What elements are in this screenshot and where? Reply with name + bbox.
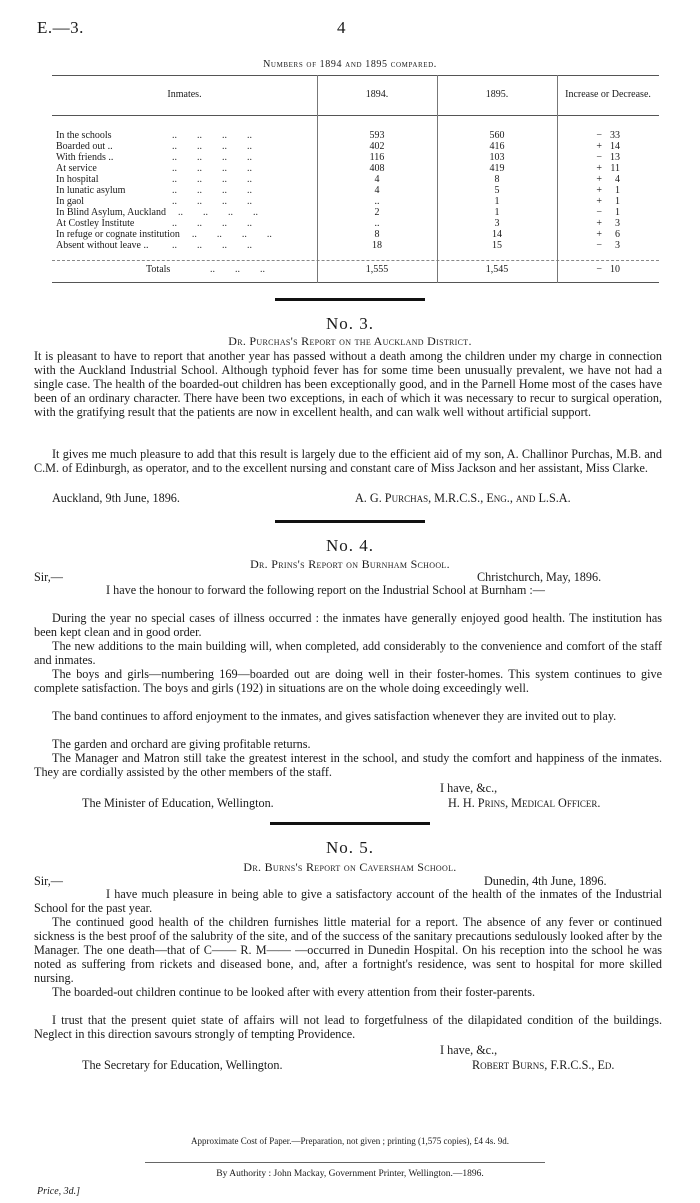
row-1894: 4 <box>374 174 380 185</box>
report3-place-date: Auckland, 9th June, 1896. <box>52 491 180 505</box>
report5-salutation: Sir,— <box>34 874 63 888</box>
report4-paragraph-6: The garden and orchard are giving profitable returns. <box>52 737 311 751</box>
row-change <box>562 207 652 218</box>
row-1895: 103 <box>489 152 505 163</box>
row-sign: − <box>596 130 602 141</box>
page-header <box>0 0 700 50</box>
row-1894: 18 <box>372 240 382 251</box>
report4-paragraph-3: The new additions to the main building will, when completed, add considerably to the convenience and comfort of the staff and inmates. <box>34 639 662 667</box>
report3-title: Dr. Purchas's Report on the Auckland District. <box>228 334 472 348</box>
row-change <box>562 218 652 229</box>
page-number: 4 <box>337 18 346 37</box>
report5-place-date: Dunedin, 4th June, 1896. <box>484 874 607 888</box>
row-sign: + <box>596 229 602 240</box>
row-1894: .. <box>374 196 380 207</box>
row-change <box>562 152 652 163</box>
row-1895: 1 <box>494 207 500 218</box>
row-sign: − <box>596 207 602 218</box>
row-1894: 116 <box>369 152 385 163</box>
table-row <box>52 185 659 196</box>
row-label: In Blind Asylum, Auckland <box>56 207 166 218</box>
table-bottom-rule <box>52 282 659 283</box>
row-1894: 2 <box>374 207 380 218</box>
row-label: In lunatic asylum <box>56 185 126 196</box>
section-separator <box>275 520 425 523</box>
report5-paragraph-4: I trust that the present quiet state of affairs will not lead to forgetfulness of the dilapidated condition of the buildings. Neglect in this direction savours strongly of tempting Providence. <box>34 1013 662 1041</box>
inmates-comparison-table <box>52 75 659 283</box>
row-1894: 4 <box>374 185 380 196</box>
report3-signature: A. G. Purchas, M.R.C.S., Eng., and L.S.A. <box>355 491 571 505</box>
table-totals-rule <box>52 260 659 261</box>
table-totals-row <box>52 264 659 275</box>
report3-number: No. 3. <box>325 314 375 333</box>
table-header-rule <box>52 115 659 116</box>
row-label: Boarded out .. <box>56 141 113 152</box>
row-label: In hospital <box>56 174 99 185</box>
leader-dots: .. .. .. .. <box>172 163 272 174</box>
row-1894: 8 <box>374 229 380 240</box>
row-sign: − <box>596 240 602 251</box>
row-change-number: 3 <box>615 218 620 229</box>
row-sign: + <box>596 141 602 152</box>
leader-dots: .. .. .. .. <box>172 196 272 207</box>
row-change-number: 3 <box>615 240 620 251</box>
row-sign: + <box>596 196 602 207</box>
row-1895: 14 <box>492 229 502 240</box>
row-change <box>562 174 652 185</box>
table-row <box>52 207 659 218</box>
table-row <box>52 229 659 240</box>
row-sign: − <box>596 152 602 163</box>
leader-dots: .. .. .. .. <box>172 152 272 163</box>
report4-number: No. 4. <box>325 536 375 555</box>
report4-addressee: The Minister of Education, Wellington. <box>82 796 274 810</box>
leader-dots: .. .. .. .. <box>172 185 272 196</box>
table-row <box>52 130 659 141</box>
row-1895: 15 <box>492 240 502 251</box>
header-change: Increase or Decrease. <box>565 89 651 100</box>
table-top-rule <box>52 75 659 76</box>
row-sign: + <box>596 218 602 229</box>
totals-1895: 1,545 <box>485 264 509 275</box>
header-1894: 1894. <box>365 89 389 100</box>
report4-paragraph-1: I have the honour to forward the following report on the Industrial School at Burnham :— <box>106 583 545 597</box>
row-change-number: 1 <box>615 185 620 196</box>
row-change-number: 33 <box>610 130 620 141</box>
report5-signature: Robert Burns, F.R.C.S., Ed. <box>472 1058 615 1072</box>
cost-note: Approximate Cost of Paper.—Preparation, not given ; printing (1,575 copies), £4 4s. 9d. <box>191 1136 509 1146</box>
table-row <box>52 174 659 185</box>
row-1894: 408 <box>369 163 385 174</box>
totals-change <box>562 264 652 275</box>
row-1894: .. <box>374 218 380 229</box>
table-row <box>52 163 659 174</box>
row-label: Absent without leave .. <box>56 240 149 251</box>
row-change-number: 11 <box>610 163 620 174</box>
report5-paragraph-2: The continued good health of the children furnishes little material for a report. The absence of any fever or continued sickness is the best proof of the salubrity of the site, and of the success of the sanitary precautions sedulously looked after by the Manager. The one death—that of C—— R. M—— —occurred in Dunedin Hospital. On his reception into the school he was noted as suffering from rickets and diseased bone, and, after a fortnight's residence, was sent to hospital for more skilled nursing. <box>34 915 662 985</box>
report5-title: Dr. Burns's Report on Caversham School. <box>243 860 457 874</box>
row-1895: 419 <box>489 163 505 174</box>
report4-paragraph-2: During the year no special cases of illness occurred : the inmates have generally enjoyed good health. The institution has been kept clean and in good order. <box>34 611 662 639</box>
row-label: In the schools <box>56 130 112 141</box>
row-change <box>562 141 652 152</box>
leader-dots: .. .. .. <box>210 264 265 275</box>
report4-title: Dr. Prins's Report on Burnham School. <box>250 557 450 571</box>
table-row <box>52 152 659 163</box>
printer-authority: By Authority : John Mackay, Government Printer, Wellington.—1896. <box>216 1169 484 1179</box>
row-change-number: 6 <box>615 229 620 240</box>
row-1894: 593 <box>369 130 385 141</box>
report4-place-date: Christchurch, May, 1896. <box>477 570 602 584</box>
report5-closing: I have, &c., <box>440 1043 498 1057</box>
row-label: At service <box>56 163 97 174</box>
totals-label: Totals <box>146 264 171 275</box>
totals-number: 10 <box>610 264 620 275</box>
report3-paragraph-2: It gives me much pleasure to add that this result is largely due to the efficient aid of my son, A. Challinor Purchas, M.B. and C.M. of Edinburgh, as operator, and to the excellent nursing and constant care of Miss Jackson and her assistant, Miss Clarke. <box>34 447 662 475</box>
report5-addressee: The Secretary for Education, Wellington. <box>82 1058 283 1072</box>
row-change <box>562 240 652 251</box>
report4-signature: H. H. Prins, Medical Officer. <box>448 796 601 810</box>
row-1894: 402 <box>369 141 385 152</box>
row-sign: + <box>596 174 602 185</box>
report3-paragraph-1: It is pleasant to have to report that another year has passed without a death among the children under my charge in connection with the Auckland Industrial School. Although typhoid fever has for some time been unusually prevalent, we have not had a single case. The health of the boarded-out children has been exceptionally good, and in the Parnell Home most of the cases have been of an ordinary character. There have been two exceptions, in each of which it was necessary to recur to surgical operation, with the gratifying result that the patients are now in excellent health, and can walk well without artificial support. <box>34 349 662 419</box>
report4-paragraph-5: The band continues to afford enjoyment to the inmates, and gives satisfaction whenever they are invited out to play. <box>52 709 617 723</box>
row-change-number: 1 <box>615 207 620 218</box>
header-1895: 1895. <box>485 89 509 100</box>
leader-dots: .. .. .. .. <box>172 174 272 185</box>
row-1895: 560 <box>489 130 505 141</box>
report4-paragraph-7: The Manager and Matron still take the greatest interest in the school, and study the comfort and happiness of the inmates. They are cordially assisted by the other members of the staff. <box>34 751 662 779</box>
table-row <box>52 218 659 229</box>
price: Price, 3d.] <box>37 1186 81 1197</box>
row-1895: 3 <box>494 218 500 229</box>
row-change-number: 1 <box>615 196 620 207</box>
row-change-number: 14 <box>610 141 620 152</box>
report5-paragraph-3: The boarded-out children continue to be looked after with every attention from their foster-parents. <box>52 985 536 999</box>
report4-closing: I have, &c., <box>440 781 498 795</box>
row-change <box>562 196 652 207</box>
row-change-number: 4 <box>615 174 620 185</box>
footer-rule <box>145 1162 545 1163</box>
row-label: At Costley Institute <box>56 218 135 229</box>
row-sign: + <box>596 185 602 196</box>
report4-salutation: Sir,— <box>34 570 63 584</box>
row-1895: 5 <box>494 185 500 196</box>
row-change <box>562 130 652 141</box>
table-title: Numbers of 1894 and 1895 compared. <box>263 59 437 70</box>
section-separator <box>275 298 425 301</box>
table-row <box>52 141 659 152</box>
section-separator <box>270 822 430 825</box>
row-change <box>562 229 652 240</box>
document-reference: E.—3. <box>37 18 84 37</box>
header-inmates: Inmates. <box>167 89 202 100</box>
leader-dots: .. .. .. .. <box>172 240 272 251</box>
row-label: With friends .. <box>56 152 114 163</box>
table-row <box>52 240 659 251</box>
report4-paragraph-4: The boys and girls—numbering 169—boarded out are doing well in their foster-homes. This system continues to give complete satisfaction. The boys and girls (192) in situations are on the whole doing exceedingly well. <box>34 667 662 695</box>
leader-dots: .. .. .. .. <box>191 229 292 240</box>
row-sign: + <box>596 163 602 174</box>
table-row <box>52 196 659 207</box>
row-change-number: 13 <box>610 152 620 163</box>
report5-paragraph-1: I have much pleasure in being able to give a satisfactory account of the health of the inmates of the Industrial School for the past year. <box>34 887 662 915</box>
row-1895: 8 <box>494 174 500 185</box>
row-change <box>562 163 652 174</box>
leader-dots: .. .. .. .. <box>172 130 272 141</box>
leader-dots: .. .. .. .. <box>172 218 272 229</box>
leader-dots: .. .. .. .. <box>172 141 272 152</box>
row-label: In gaol <box>56 196 85 207</box>
row-change <box>562 185 652 196</box>
leader-dots: .. .. .. .. <box>178 207 278 218</box>
row-1895: 1 <box>494 196 500 207</box>
row-1895: 416 <box>489 141 505 152</box>
row-label: In refuge or cognate institution <box>56 229 180 240</box>
totals-1894: 1,555 <box>365 264 389 275</box>
totals-sign: − <box>596 264 602 275</box>
report5-number: No. 5. <box>325 838 375 857</box>
